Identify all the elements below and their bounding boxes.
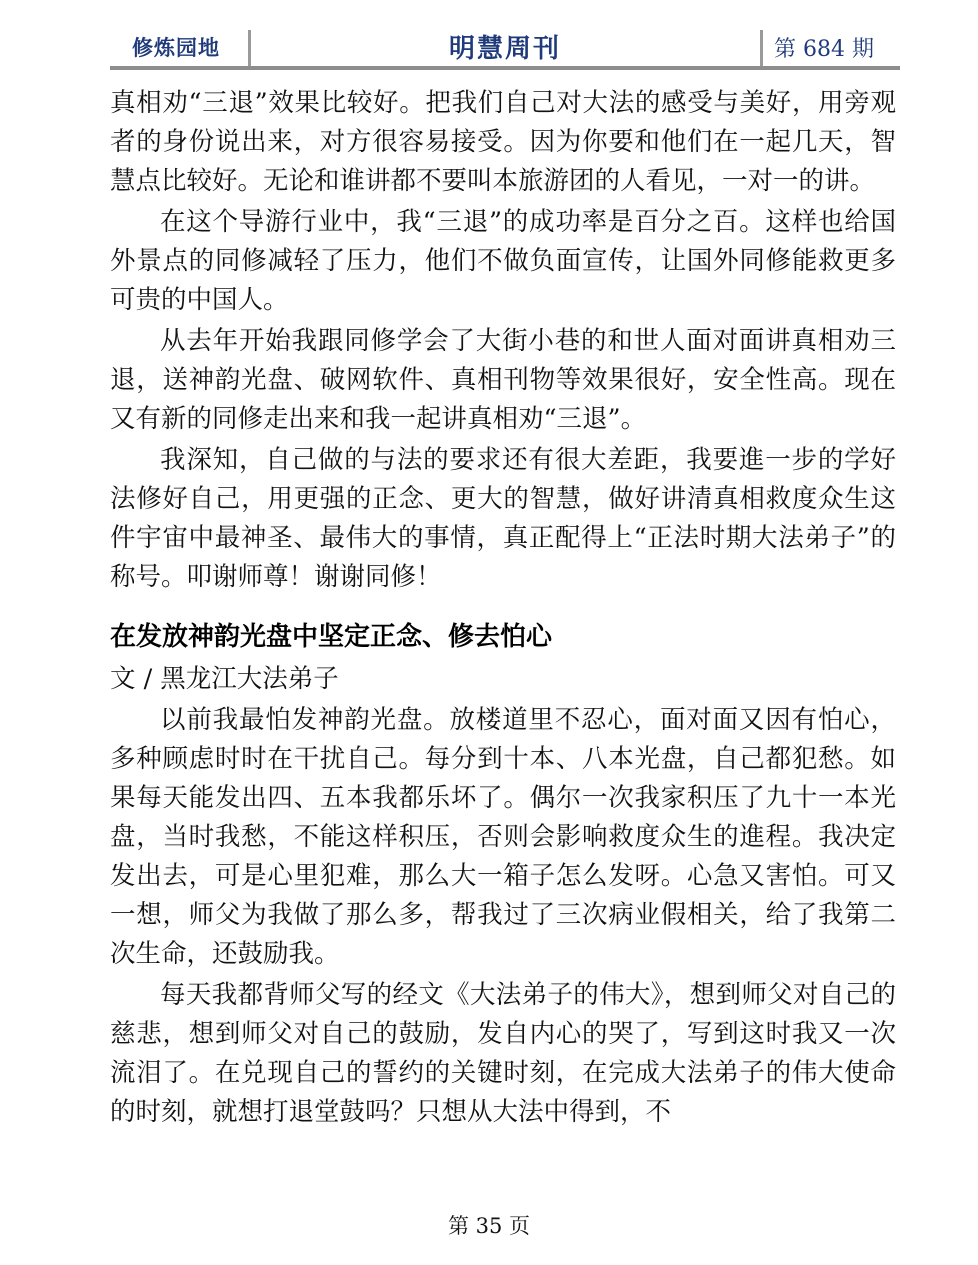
header-rule [110, 66, 900, 70]
paragraph: 每天我都背师父写的经文《大法弟子的伟大》，想到师父对自己的慈悲，想到师父对自己的鼓励，发自内心的哭了，写到这时我又一次流泪了。在兑现自己的誓约的关键时刻，在完成大法弟子的伟大使命的时刻，就想打退堂鼓吗？只想从大法中得到，不 [110, 980, 896, 1127]
page-header [110, 28, 900, 68]
paragraph: 在这个导游行业中，我“三退”的成功率是百分之百。这样也给国外景点的同修减轻了压力，他们不做负面宣传，让国外同修能救更多可贵的中国人。 [110, 207, 896, 315]
article-title: 在发放神韵光盘中坚定正念、修去怕心 [110, 622, 553, 652]
paragraph: 我深知，自己做的与法的要求还有很大差距，我要進一步的学好法修好自己，用更强的正念、更大的智慧，做好讲清真相救度众生这件宇宙中最神圣、最伟大的事情，真正配得上“正法时期大法弟子”的称号。叩谢师尊！谢谢同修！ [110, 445, 896, 592]
issue-number: 第 684 期 [774, 37, 874, 62]
page-number: 第 35 页 [447, 1214, 531, 1238]
paragraph: 以前我最怕发神韵光盘。放楼道里不忍心，面对面又因有怕心，多种顾虑时时在干扰自己。每分到十本、八本光盘，自己都犯愁。如果每天能发出四、五本我都乐坏了。偶尔一次我家积压了九十一本光盘，当时我愁，不能这样积压，否则会影响救度众生的進程。我决定发出去，可是心里犯难，那么大一箱子怎么发呀。心急又害怕。可又一想，师父为我做了那么多，帮我过了三次病业假相关，给了我第二次生命，还鼓励我。 [110, 705, 896, 969]
header-divider [760, 30, 763, 66]
page-body [110, 84, 896, 1134]
paragraph: 真相劝“三退”效果比较好。把我们自己对大法的感受与美好，用旁观者的身份说出来，对方很容易接受。因为你要和他们在一起几天，智慧点比较好。无论和谁讲都不要叫本旅游团的人看见，一对一的讲。 [110, 88, 896, 196]
paragraph: 从去年开始我跟同修学会了大街小巷的和世人面对面讲真相劝三退，送神韵光盘、破网软件、真相刊物等效果很好，安全性高。现在又有新的同修走出来和我一起讲真相劝“三退”。 [110, 326, 896, 434]
section-name: 修炼园地 [132, 36, 220, 60]
publication-title: 明慧周刊 [448, 34, 561, 64]
article-byline: 文 / 黑龙江大法弟子 [110, 664, 339, 694]
